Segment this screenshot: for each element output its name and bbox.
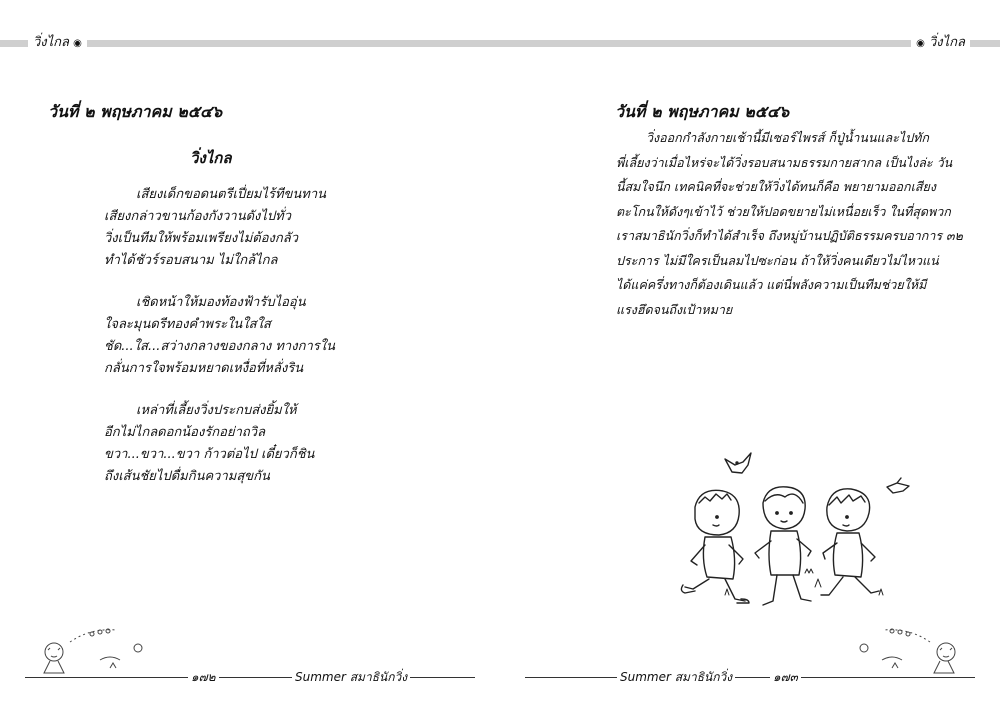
running-children-illustration: [665, 445, 925, 620]
header-left-title: วิ่งไกล: [33, 35, 70, 50]
poem-title: วิ่งไกล: [190, 149, 232, 167]
poem-line: เชิดหน้าให้มองท้องฟ้ารับไออุ่น: [136, 295, 306, 310]
footer-doodle-right: [852, 628, 962, 678]
book-title-right: Summer สมาธินักวิ่ง: [617, 668, 735, 687]
poem-line: ชัด...ใส...สว่างกลางของกลาง ทางการใน: [104, 339, 335, 354]
page-number-left: ๑๗๒: [188, 668, 219, 687]
child-figure-2: [755, 487, 811, 605]
page-number-right: ๑๗๓: [770, 668, 801, 687]
body-line: ได้แค่ครึ่งทางก็ต้องเดินแล้ว แต่นี่พลังความเป็นทีมช่วยให้มี: [616, 277, 927, 292]
book-title-left: Summer สมาธินักวิ่ง: [292, 668, 410, 687]
header-right-title: วิ่งไกล: [928, 35, 965, 50]
poem-line: เหล่าที่เลี้ยงวิ่งประกบส่งยิ้มให้: [136, 403, 297, 418]
body-line: นี้สมใจนึก เทคนิคที่จะช่วยให้วิ่งได้ทนก็คือ พยายามออกเสียง: [616, 179, 936, 194]
bullet-icon: ◉: [73, 38, 82, 49]
footer-line-right: [525, 677, 975, 678]
poem-stanza-2: [104, 292, 335, 380]
left-page-date: วันที่ ๒ พฤษภาคม ๒๕๔๖: [48, 102, 223, 121]
body-line: เราสมาธินักวิ่งก็ทำได้สำเร็จ ถึงหมู่บ้านปฏิบัติธรรมครบอาการ ๓๒: [616, 228, 963, 243]
child-figure-1: [681, 490, 749, 603]
poem-line: กลั่นการใจพร้อมหยาดเหงื่อที่หลั่งริน: [104, 361, 304, 376]
poem-line: ถึงเส้นชัยไปดื่มกินความสุขกัน: [104, 469, 270, 484]
poem-line: ใจละมุนดรีทองคำพระในใสใส: [104, 317, 271, 332]
right-page-body: [616, 126, 961, 322]
poem-line: ขวา...ขวา...ขวา ก้าวต่อไป เดี๋ยวก็ชิน: [104, 447, 315, 462]
poem-line: วิ่งเป็นทีมให้พร้อมเพรียงไม่ต้องกลัว: [104, 231, 299, 246]
poem-line: เสียงกล่าวขานก้องกังวานดังไปทั่ว: [104, 209, 292, 224]
right-page-date: วันที่ ๒ พฤษภาคม ๒๕๔๖: [615, 102, 790, 121]
body-line: แรงฮึดจนถึงเป้าหมาย: [616, 301, 733, 317]
bird-icon: [887, 478, 909, 493]
header-right: [911, 36, 970, 51]
poem-stanza-1: [104, 184, 326, 272]
footer-doodle-left: [40, 628, 150, 678]
child-figure-3: [821, 489, 879, 595]
bird-icon: [725, 453, 751, 473]
body-line: วิ่งออกกำลังกายเช้านี้มีเซอร์ไพรส์ ก็ปู่น้ำนนและไปทัก: [646, 130, 929, 145]
poem-stanza-3: [104, 400, 314, 488]
poem-line: อีกไม่ไกลดอกน้องรักอย่าถวิล: [104, 425, 266, 440]
poem-line: เสียงเด็กขอดนตรีเปี่ยมไร้ทีขนทาน: [136, 187, 327, 202]
header-left: [28, 36, 87, 51]
body-line: พี่เลี้ยงว่าเมื่อไหร่จะได้วิ่งรอบสนามธรรมกายสากล เป็นไงล่ะ วัน: [616, 154, 953, 170]
body-line: ตะโกนให้ดังๆเข้าไว้ ช่วยให้ปอดขยายไม่เหนื่อยเร็ว ในที่สุดพวก: [616, 203, 951, 219]
bullet-icon: ◉: [916, 38, 925, 49]
body-line: ประการ ไม่มีใครเป็นลมไปซะก่อน ถ้าให้วิ่งคนเดียวไม่ไหวแน่: [616, 252, 939, 268]
poem-line: ทำได้ชัวร์รอบสนาม ไม่ใกล้ไกล: [104, 253, 278, 268]
